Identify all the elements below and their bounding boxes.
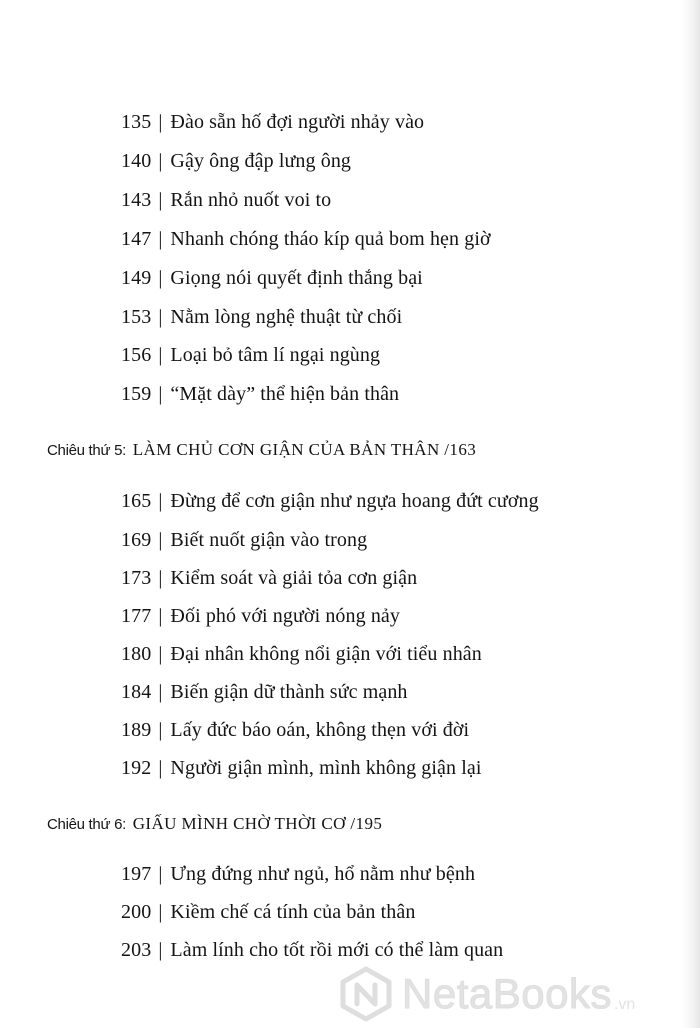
toc-entry <box>121 528 367 552</box>
watermark-text: NetaBooks <box>402 970 612 1017</box>
page-number: 192 <box>121 757 152 779</box>
entry-title: Đừng để cơn giận như ngựa hoang đứt cương <box>170 490 539 512</box>
page-number: 140 <box>121 150 152 172</box>
separator: | <box>158 344 163 366</box>
toc-entry <box>121 227 491 251</box>
entry-title: Biến giận dữ thành sức mạnh <box>170 681 408 703</box>
toc-entry <box>121 566 417 590</box>
separator: | <box>158 267 163 289</box>
netabooks-logo-icon <box>338 966 394 1022</box>
page-number: 169 <box>121 529 152 551</box>
entry-title: Làm lính cho tốt rồi mới có thể làm quan <box>170 939 504 961</box>
page-number: 203 <box>121 939 152 961</box>
entry-title: “Mặt dày” thể hiện bản thân <box>170 383 400 405</box>
entry-title: Kiềm chế cá tính của bản thân <box>170 901 416 923</box>
chapter-title: GIẤU MÌNH CHỜ THỜI CƠ /195 <box>132 814 383 833</box>
page-number: 184 <box>121 681 152 703</box>
chapter-heading <box>47 438 476 463</box>
entry-title: Người giận mình, mình không giận lại <box>170 757 482 779</box>
entry-title: Gậy ông đập lưng ông <box>170 150 352 172</box>
separator: | <box>158 605 163 627</box>
toc-entry <box>121 900 415 924</box>
separator: | <box>158 939 163 961</box>
entry-title: Biết nuốt giận vào trong <box>170 529 368 551</box>
toc-entry <box>121 938 503 962</box>
netabooks-watermark <box>338 964 688 1024</box>
toc-entry <box>121 305 402 329</box>
page-number: 173 <box>121 567 152 589</box>
toc-entry <box>121 862 475 886</box>
separator: | <box>158 901 163 923</box>
separator: | <box>158 150 163 172</box>
toc-entry <box>121 642 482 666</box>
entry-title: Nhanh chóng tháo kíp quả bom hẹn giờ <box>170 228 491 250</box>
page-number: 153 <box>121 306 152 328</box>
chapter-title: LÀM CHỦ CƠN GIẬN CỦA BẢN THÂN /163 <box>132 440 477 459</box>
separator: | <box>158 383 163 405</box>
separator: | <box>158 189 163 211</box>
toc-entry <box>121 343 380 367</box>
page-number: 156 <box>121 344 152 366</box>
chapter-heading <box>47 812 382 837</box>
separator: | <box>158 719 163 741</box>
separator: | <box>158 681 163 703</box>
entry-title: Đại nhân không nổi giận với tiểu nhân <box>170 643 482 665</box>
toc-entry <box>121 110 424 134</box>
separator: | <box>158 306 163 328</box>
toc-entry <box>121 756 482 780</box>
separator: | <box>158 228 163 250</box>
page-number: 135 <box>121 111 152 133</box>
page-number: 165 <box>121 490 152 512</box>
page-number: 177 <box>121 605 152 627</box>
entry-title: Lấy đức báo oán, không thẹn với đời <box>170 719 470 741</box>
entry-title: Ưng đứng như ngủ, hổ nằm như bệnh <box>170 863 476 885</box>
page-number: 189 <box>121 719 152 741</box>
page-number: 159 <box>121 383 152 405</box>
entry-title: Đối phó với người nóng nảy <box>170 605 401 627</box>
page-number: 200 <box>121 901 152 923</box>
separator: | <box>158 529 163 551</box>
page-number: 180 <box>121 643 152 665</box>
entry-title: Kiểm soát và giải tỏa cơn giận <box>170 567 418 589</box>
toc-entry <box>121 188 331 212</box>
toc-entry <box>121 680 408 704</box>
toc-entry <box>121 149 351 173</box>
entry-title: Rắn nhỏ nuốt voi to <box>170 189 332 211</box>
separator: | <box>158 111 163 133</box>
entry-title: Đào sẵn hố đợi người nhảy vào <box>170 111 425 133</box>
separator: | <box>158 490 163 512</box>
page-number: 147 <box>121 228 152 250</box>
entry-title: Loại bỏ tâm lí ngại ngùng <box>170 344 381 366</box>
separator: | <box>158 863 163 885</box>
separator: | <box>158 757 163 779</box>
entry-title: Nằm lòng nghệ thuật từ chối <box>170 306 403 328</box>
watermark-suffix: .vn <box>613 996 636 1013</box>
page-number: 197 <box>121 863 152 885</box>
page-edge-shadow <box>682 0 700 1028</box>
toc-entry <box>121 718 469 742</box>
toc-entry <box>121 382 399 406</box>
chapter-prefix: Chiêu thứ 6: <box>47 816 126 833</box>
page-number: 143 <box>121 189 152 211</box>
separator: | <box>158 643 163 665</box>
page-number: 149 <box>121 267 152 289</box>
separator: | <box>158 567 163 589</box>
toc-entry <box>121 266 423 290</box>
chapter-prefix: Chiêu thứ 5: <box>47 442 126 459</box>
entry-title: Giọng nói quyết định thắng bại <box>170 267 423 289</box>
toc-entry <box>121 604 400 628</box>
toc-entry <box>121 489 539 513</box>
